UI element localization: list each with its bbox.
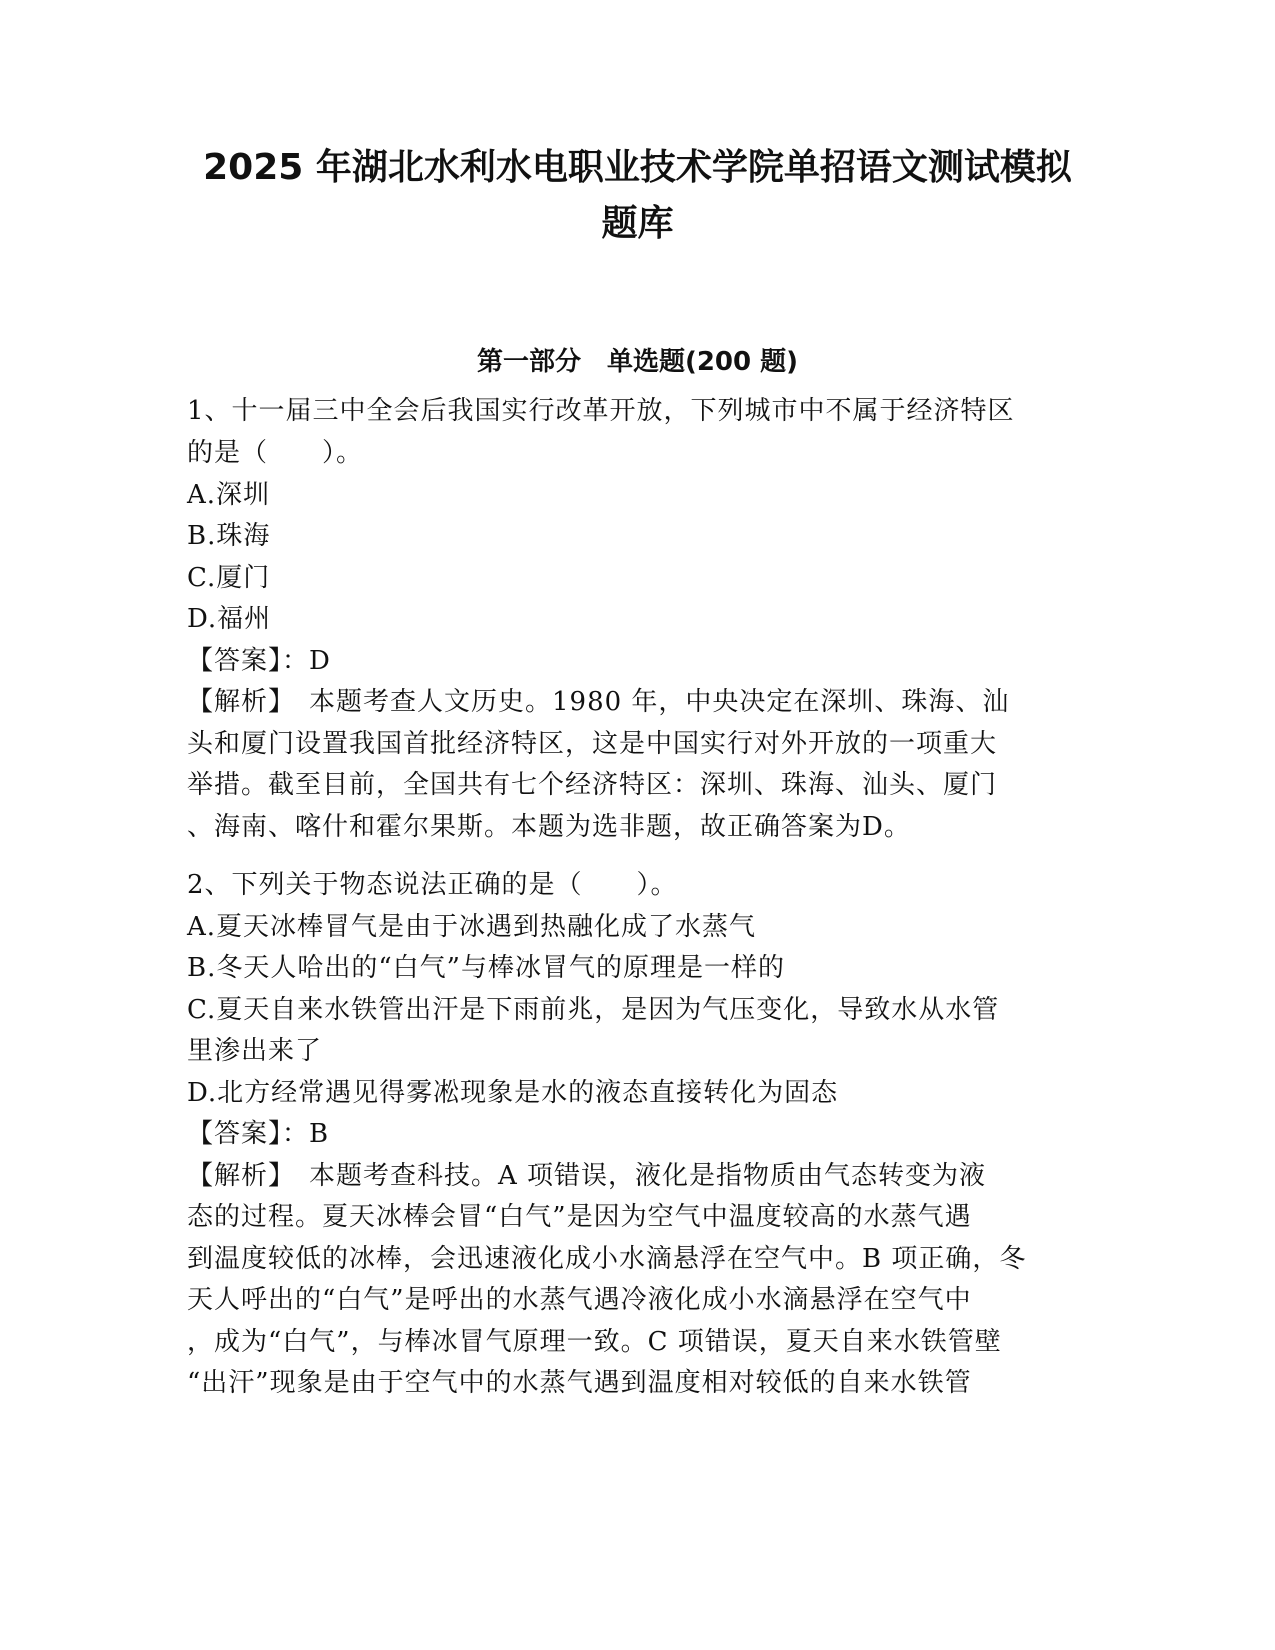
option-d: D.北方经常遇见得雾凇现象是水的液态直接转化为固态 [187,1078,839,1108]
analysis-line: 到温度较低的冰棒，会迅速液化成小水滴悬浮在空气中。B 项正确，冬 [187,1244,1027,1274]
document-title [150,140,1125,252]
analysis-line: 头和厦门设置我国首批经济特区，这是中国实行对外开放的一项重大 [187,729,998,759]
answer-line: 【答案】：D [187,646,331,676]
analysis-line: 举措。截至目前，全国共有七个经济特区：深圳、珠海、汕头、厦门 [187,770,998,800]
option-a: A.深圳 [187,480,271,510]
question-stem-line: 2、下列关于物态说法正确的是（ ）。 [187,870,678,900]
analysis-line: ，成为“白气”，与棒冰冒气原理一致。C 项错误，夏天自来水铁管壁 [187,1327,1002,1357]
section-heading: 第一部分 单选题(200 题) [476,347,799,377]
option-c: C.夏天自来水铁管出汗是下雨前兆，是因为气压变化，导致水从水管 [187,995,1000,1025]
option-d: D.福州 [187,604,272,634]
analysis-line: “出汗”现象是由于空气中的水蒸气遇到温度相对较低的自来水铁管 [187,1368,972,1398]
analysis-line: 、海南、喀什和霍尔果斯。本题为选非题，故正确答案为D。 [187,812,911,842]
option-c-continued: 里渗出来了 [187,1036,323,1066]
option-b: B.冬天人哈出的“白气”与棒冰冒气的原理是一样的 [187,953,785,983]
option-c: C.厦门 [187,563,271,593]
analysis-line: 【解析】 本题考查人文历史。1980 年，中央决定在深圳、珠海、汕 [187,687,1010,717]
analysis-line: 【解析】 本题考查科技。A 项错误，液化是指物质由气态转变为液 [187,1161,987,1191]
document-title-line-2: 题库 [601,203,674,244]
option-b: B.珠海 [187,521,271,551]
question-stem-line: 的是（ ）。 [187,438,364,468]
answer-line: 【答案】：B [187,1119,330,1149]
document-title-line-1: 2025 年湖北水利水电职业技术学院单招语文测试模拟 [203,147,1072,188]
analysis-line: 天人呼出的“白气”是呼出的水蒸气遇冷液化成小水滴悬浮在空气中 [187,1285,972,1315]
question-stem-line: 1、十一届三中全会后我国实行改革开放，下列城市中不属于经济特区 [187,396,1015,426]
analysis-line: 态的过程。夏天冰棒会冒“白气”是因为空气中温度较高的水蒸气遇 [187,1202,972,1232]
option-a: A.夏天冰棒冒气是由于冰遇到热融化成了水蒸气 [187,912,757,942]
